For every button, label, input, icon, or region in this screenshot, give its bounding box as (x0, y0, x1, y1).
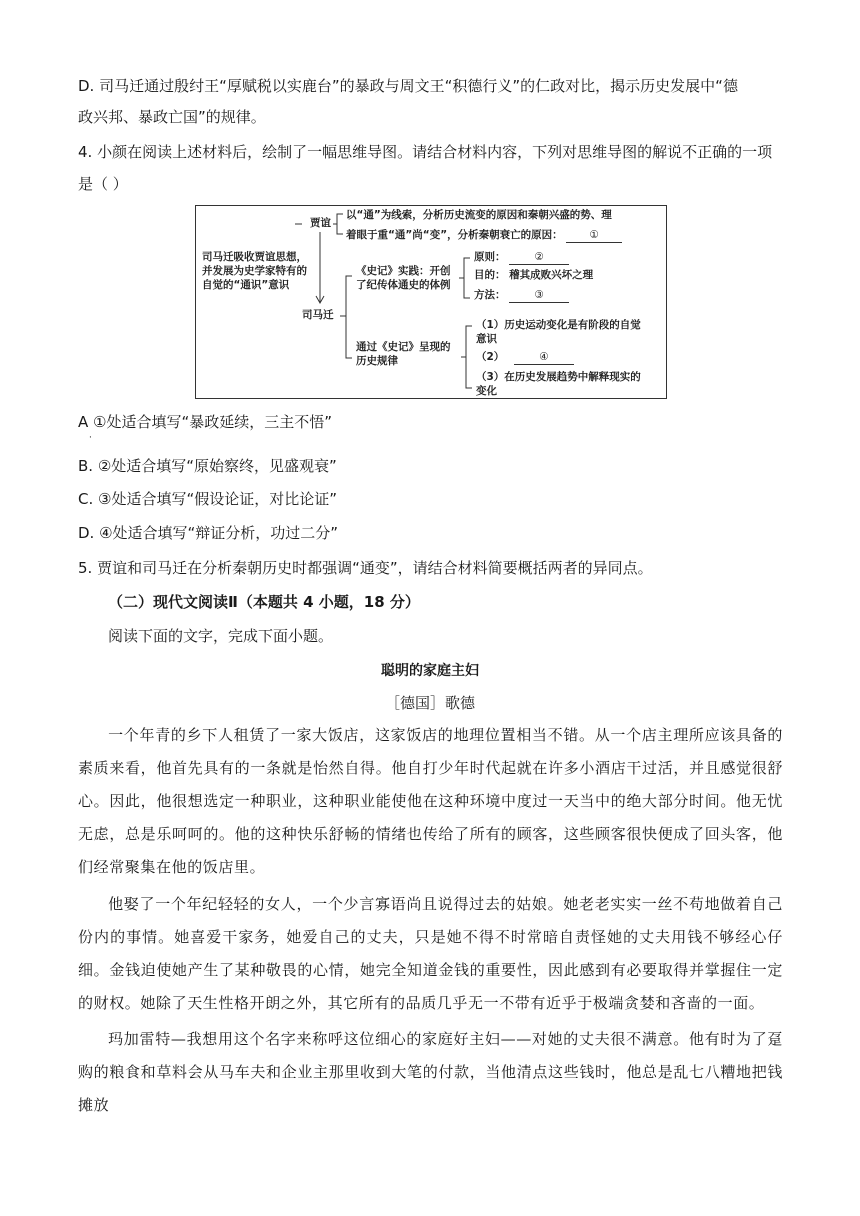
story-paragraph-3 (78, 1023, 783, 1122)
mind-map-law-2-label: （2） (476, 351, 505, 363)
q4-option-d: D. ④处适合填写“辩证分析，功过二分” (78, 524, 339, 542)
mind-map-simaqian-node: 司马迁 (302, 309, 334, 321)
mind-map-principle-label: 原则： (474, 251, 506, 263)
q5-stem: 5. 贾谊和司马迁在分析秦朝历史时都强调“通变”，请结合材料简要概括两者的异同点。 (78, 559, 653, 577)
q4-option-c: C. ③处适合填写“假设论证，对比论证” (78, 490, 338, 508)
mind-map-method-label: 方法： (474, 289, 506, 301)
mind-map-law-3-line-1: （3）在历史发展趋势中解释现实的 (476, 371, 641, 383)
mind-map-law-2 (476, 350, 574, 365)
story-title: 聪明的家庭主妇 (381, 663, 479, 679)
mind-map-blank-1: ① (566, 228, 622, 243)
mind-map-principle (474, 250, 569, 265)
q3-option-d-line2: 政兴邦、暴政亡国”的规律。 (78, 108, 266, 126)
q4-option-a: A ①处适合填写“暴政延续，三主不悟” (78, 413, 333, 431)
mind-map-root-line-1: 司马迁吸收贾谊思想， (202, 251, 307, 263)
mind-map-jiayi-node: 贾谊 (310, 217, 331, 229)
section-heading: （二）现代文阅读Ⅱ（本题共 4 小题，18 分） (108, 593, 420, 611)
mind-map-root-line-3: 自觉的“通识”意识 (202, 279, 290, 291)
mind-map-jiayi-item-2 (346, 228, 622, 243)
option-a-dot-mark: · (89, 433, 92, 443)
mind-map-shiji-law-line-1: 通过《史记》呈现的 (356, 341, 451, 353)
story-paragraph-1-text: 一个年青的乡下人租赁了一家大饭店，这家饭店的地理位置相当不错。从一个店主理所应该具备的素质来看，他首先具有的一条就是怡然自得。他自打少年时代起就在许多小酒店干过活，并且感觉很舒心。因此，他很想选定一种职业，这种职业能使他在这种环境中度过一天当中的绝大部分时间。他无忧无虑，总是乐呵呵的。他的这种快乐舒畅的情绪也传给了所有的顾客，这些顾客很快便成了回头客，他们经常聚集在他的饭店里。 (78, 726, 783, 876)
mind-map-figure (195, 205, 667, 399)
mind-map-law-1-line-1: （1）历史运动变化是有阶段的自觉 (476, 319, 641, 331)
mind-map-blank-2: ② (509, 250, 569, 265)
mind-map-law-3-line-2: 变化 (476, 385, 497, 397)
mind-map-blank-4: ④ (514, 350, 574, 365)
mind-map-root-line-2: 并发展为史学家特有的 (202, 265, 307, 277)
mind-map-law-1-line-2: 意识 (476, 333, 497, 345)
mind-map-blank-3: ③ (509, 288, 569, 303)
mind-map-jiayi-item-2-text: 着眼于重“通”尚“变”，分析秦朝衰亡的原因： (346, 229, 563, 241)
q4-option-b: B. ②处适合填写“原始察终，见盛观衰” (78, 457, 337, 475)
story-paragraph-2 (78, 888, 783, 1020)
q4-stem-line2: 是（ ） (78, 175, 128, 193)
mind-map-method (474, 288, 569, 303)
mind-map-shiji-practice-line-1: 《史记》实践：开创 (356, 265, 451, 277)
mind-map-purpose: 目的： 稽其成败兴坏之理 (474, 269, 594, 281)
mind-map-shiji-practice-line-2: 了纪传体通史的体例 (356, 279, 451, 291)
story-author: ［德国］歌德 (384, 694, 475, 712)
mind-map-jiayi-item-1: 以“通”为线索，分析历史流变的原因和秦朝兴盛的势、理 (346, 209, 612, 221)
mind-map-shiji-law-line-2: 历史规律 (356, 355, 398, 367)
story-paragraph-3-text: 玛加雷特—我想用这个名字来称呼这位细心的家庭好主妇——对她的丈夫很不满意。他有时为了趸购的粮食和草料会从马车夫和企业主那里收到大笔的付款，当他清点这些钱时，他总是乱七八糟地把钱摊放 (78, 1030, 783, 1114)
q4-stem-line1: 4. 小颜在阅读上述材料后，绘制了一幅思维导图。请结合材料内容，下列对思维导图的解说不正确的一项 (78, 143, 773, 161)
section-instruction: 阅读下面的文字，完成下面小题。 (108, 627, 334, 645)
q3-option-d-line1: D. 司马迁通过殷纣王“厚赋税以实鹿台”的暴政与周文王“积德行义”的仁政对比，揭示历史发展中“德 (78, 77, 738, 95)
story-paragraph-2-text: 他娶了一个年纪轻轻的女人，一个少言寡语尚且说得过去的姑娘。她老老实实一丝不苟地做着自己份内的事情。她喜爱干家务，她爱自己的丈夫，只是她不得不时常暗自责怪她的丈夫用钱不够经心仔细。金钱迫使她产生了某种敬畏的心情，她完全知道金钱的重要性，因此感到有必要取得并掌握住一定的财权。她除了天生性格开朗之外，其它所有的品质几乎无一不带有近乎于极端贪婪和吝啬的一面。 (78, 895, 783, 1012)
story-paragraph-1 (78, 719, 783, 884)
